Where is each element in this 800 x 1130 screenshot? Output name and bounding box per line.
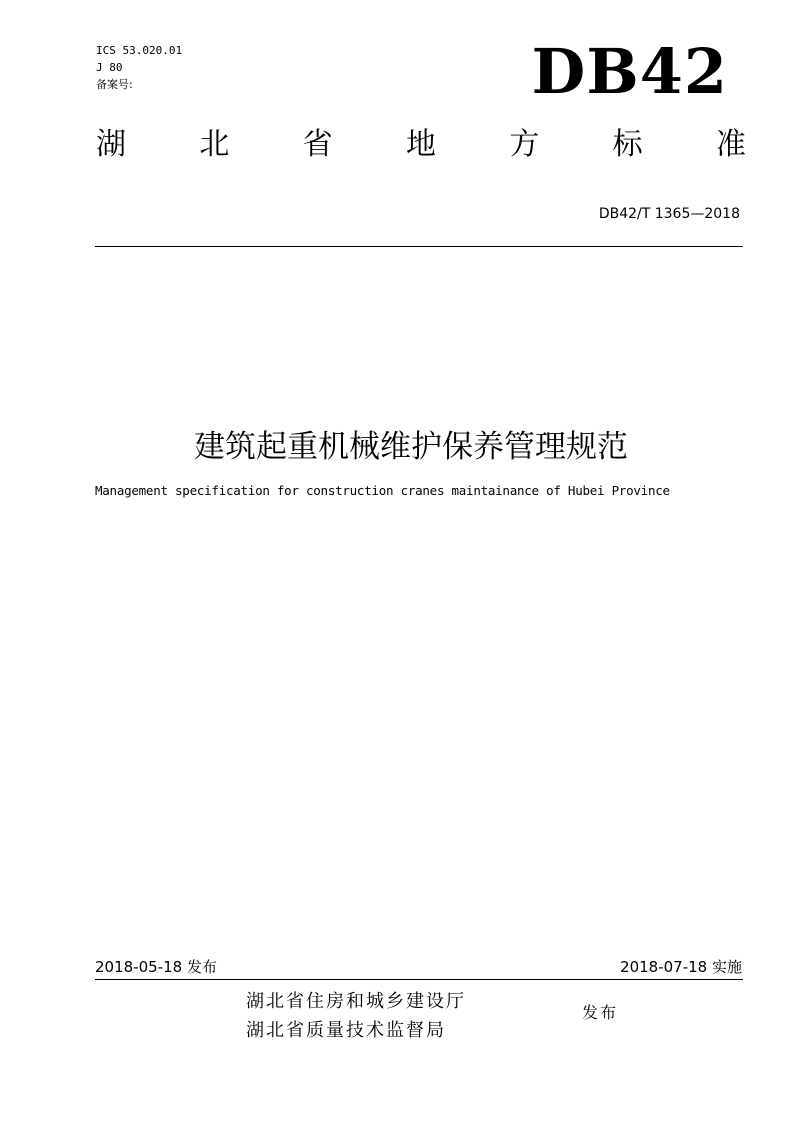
document-title-english: Management specification for construction cranes maintainance of Hubei Province [95, 483, 670, 498]
issuer-name: 湖北省质量技术监督局 [246, 1020, 446, 1041]
ics-code: ICS 53.020.01 [96, 44, 183, 57]
effective-date: 2018-07-18 实施 [620, 958, 742, 976]
standard-number: DB42/T 1365—2018 [598, 206, 740, 222]
standard-type-char: 方 [509, 127, 540, 162]
db42-logo: DB42 [531, 35, 728, 108]
record-number-label: 备案号: [96, 78, 133, 91]
top-divider [95, 246, 743, 247]
bottom-divider [95, 979, 743, 980]
document-title-chinese: 建筑起重机械维护保养管理规范 [194, 429, 628, 465]
standard-type-char: 北 [199, 127, 230, 162]
standard-type-char: 地 [405, 127, 436, 162]
classification-code: J 80 [96, 61, 123, 74]
standard-type-char: 湖 [96, 127, 126, 162]
issue-label: 发布 [582, 1003, 619, 1022]
standard-type-char: 省 [302, 127, 333, 162]
release-date: 2018-05-18 发布 [95, 958, 217, 976]
issuer-name: 湖北省住房和城乡建设厅 [246, 991, 466, 1012]
standard-type-heading [96, 122, 746, 168]
standard-type-char: 准 [715, 127, 746, 162]
standard-type-char: 标 [612, 127, 643, 162]
